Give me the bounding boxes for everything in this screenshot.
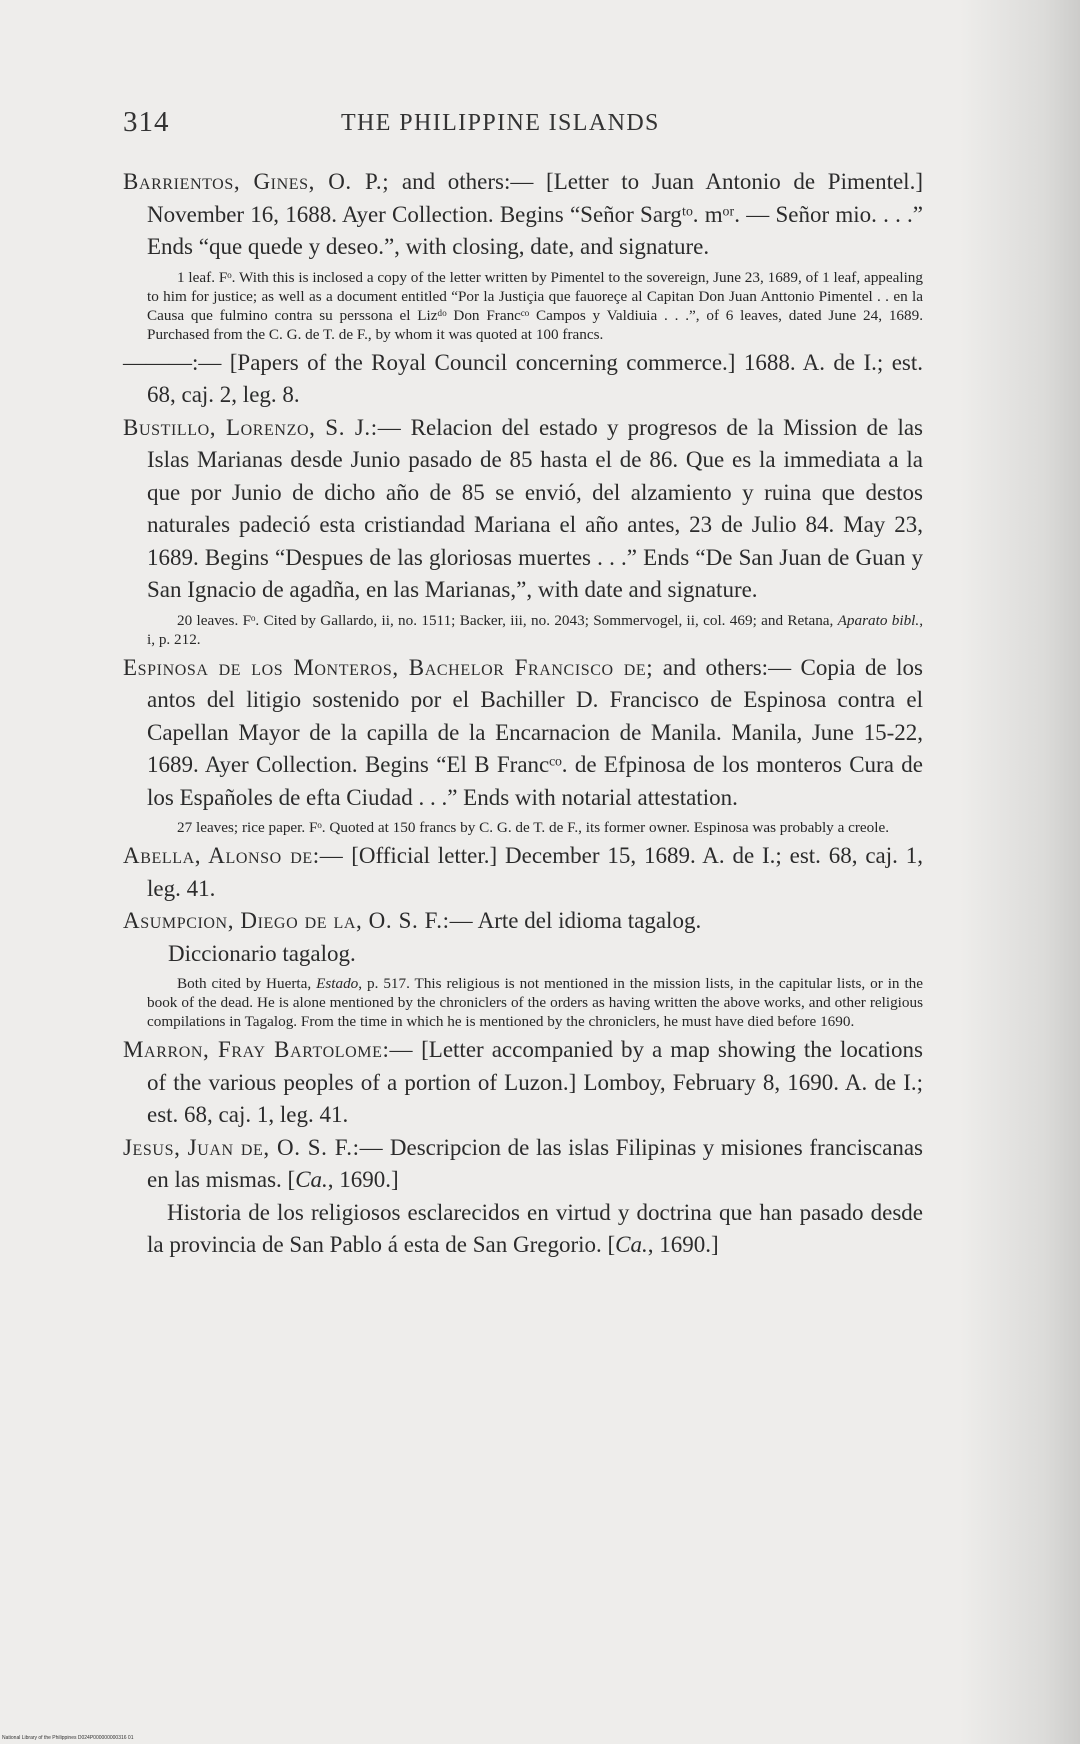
entry-barrientos: [123, 166, 923, 344]
entry-bustillo: [123, 412, 923, 649]
entry-marron: [123, 1034, 923, 1132]
entry-note: 20 leaves. Fᵒ. Cited by Gallardo, ii, no. 1511; Backer, iii, no. 2043; Sommervogel, ii, col. 469; and Retana, Aparato bibl., i, p. 212.: [147, 611, 923, 648]
entry-author: Bustillo, Lorenzo, S. J.:—: [123, 414, 402, 440]
page-edge-shadow: [960, 0, 1080, 1744]
entry-note: 1 leaf. Fᵒ. With this is inclosed a copy of the letter written by Pimentel to the sovereign, June 23, 1689, of 1 leaf, appealing to him for justice; as well as a document entitled “Por la Justiçia que fauoreçe al Capitan Don Juan Anttonio Pimentel . . en la Causa que fulmino contra su perssona el Lizᵈᵒ Don Francᶜᵒ Campos y Valdiuia . . .”, of 6 leaves, dated June 24, 1689. Purchased from the C. G. de T. de F., by whom it was quoted at 100 francs.: [147, 268, 923, 343]
entry-author: Espinosa de los Monteros, Bachelor Francisco de;: [123, 654, 654, 680]
entry-asumpcion: [123, 905, 923, 1031]
entry-text: [Letter accompanied by a map showing the locations of the various peoples of a portion of Luzon.] Lomboy, February 8, 1690. A. de I.; est. 68, caj. 1, leg. 41.: [147, 1037, 923, 1127]
entry-royal-council-papers: [123, 347, 923, 412]
running-title: THE PHILIPPINE ISLANDS: [341, 110, 660, 136]
entry-abella: [123, 840, 923, 905]
entry-note: 27 leaves; rice paper. Fᵒ. Quoted at 150 francs by C. G. de T. de F., its former owner. Espinosa was probably a creole.: [177, 819, 889, 836]
scan-credit: National Library of the Philippines D024P000000000316 01: [2, 1735, 134, 1741]
entry-author: Jesus, Juan de, O. S. F.:—: [123, 1134, 384, 1160]
entry-text: [Official letter.] December 15, 1689. A. de I.; est. 68, caj. 1, leg. 41.: [147, 843, 923, 901]
page-number: 314: [123, 106, 170, 138]
bibliography-list: [123, 166, 923, 1262]
entry-author: Barrientos, Gines, O. P.;: [123, 169, 390, 194]
entry-jesus: Jesus, Juan de, O. S. F.:— Descripcion de las islas Filipinas y misiones franciscanas en las mismas. [Ca., 1690.] Historia de los religiosos esclarecidos en virtud y doctrina que han pasado desde la provincia de San Pablo á esta de San Gregorio. [Ca., 1690.]: [123, 1132, 923, 1262]
entry-author: Abella, Alonso de:—: [123, 843, 344, 868]
page-header: [123, 106, 923, 146]
entry-text: Relacion del estado y progresos de la Mission de las Islas Marianas desde Junio pasado de 85 hasta el de 86. Que es la immediata a la que por Junio de dicho año de 85 se envió, del alzamiento y ruina que destos naturales padeció esta cristiandad Mariana el año antes, 23 de Julio 84. May 23, 1689. Begins “Despues de las gloriosas muertes . . .” Ends “De San Juan de Guan y San Ignacio de agadña, en las Marianas,”, with date and signature.: [147, 414, 923, 602]
entry-text: Arte del idioma tagalog.: [473, 908, 702, 933]
entry-subtitle: Diccionario tagalog.: [168, 940, 356, 966]
entry-espinosa: [123, 652, 923, 838]
entry-author: ———:—: [123, 349, 222, 375]
entry-text: [Papers of the Royal Council concerning commerce.] 1688. A. de I.; est. 68, caj. 2, leg. 8.: [147, 349, 923, 407]
entry-text: and others:— Copia de los antos del litigio sostenido por el Bachiller D. Francisco de Espinosa contra el Capellan Mayor de la capilla de la Encarnacion de Manila. Manila, June 15-22, 1689. Ayer Collection. Begins “El B Francᶜᵒ. de Efpinosa de los monteros Cura de los Españoles de efta Ciudad . . .” Ends with notarial attestation.: [147, 654, 924, 810]
entry-note: Both cited by Huerta, Estado, p. 517. This religious is not mentioned in the mission lists, in the capitular lists, or in the book of the dead. He is alone mentioned by the chroniclers of the orders as having written the above works, and other religious compilations in Tagalog. From the time in which he is mentioned by the chroniclers, he must have died before 1690.: [147, 975, 923, 1030]
entry-author: Asumpcion, Diego de la, O. S. F.:—: [123, 908, 474, 933]
entry-author: Marron, Fray Bartolome:—: [123, 1037, 414, 1062]
entry-additional-work: Historia de los religiosos esclarecidos en virtud y doctrina que han pasado desde la provincia de San Pablo á esta de San Gregorio. [Ca., 1690.]: [147, 1199, 923, 1257]
entry-text: and others:— [Letter to Juan Antonio de Pimentel.] November 16, 1688. Ayer Collection. Begins “Señor Sargᵗᵒ. mᵒʳ. — Señor mio. . . .” Ends “que quede y deseo.”, with closing, date, and signature.: [147, 169, 923, 259]
